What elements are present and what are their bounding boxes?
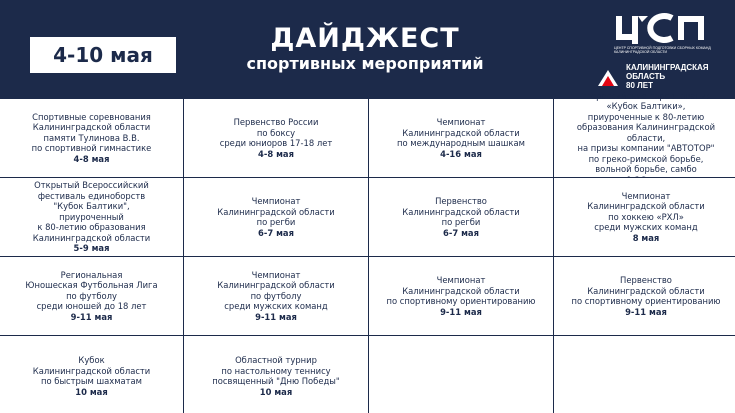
event-date: 10 мая <box>259 386 293 397</box>
event-card <box>184 257 368 335</box>
event-title: Первенство России по боксу среди юниоров 17-18 лет <box>219 117 333 148</box>
region-80-logo <box>596 62 726 92</box>
region-text-line-1: КАЛИНИНГРАДСКАЯ <box>626 63 709 72</box>
page-subtitle: спортивных мероприятий <box>246 54 484 73</box>
events-grid <box>0 90 735 413</box>
event-card <box>369 257 553 335</box>
event-date: 4-8 мая <box>73 153 110 164</box>
event-card <box>554 178 735 256</box>
csp-logo-caption: ЦЕНТР СПОРТИВНОЙ ПОДГОТОВКИ СБОРНЫХ КОМАНД КАЛИНИНГРАДСКОЙ ОБЛАСТИ <box>614 46 711 54</box>
event-card <box>0 336 183 413</box>
region-text-line-2: ОБЛАСТЬ <box>626 72 666 81</box>
event-title: Открытый Всероссийский фестиваль единоборств "Кубок Балтики", приуроченный к 80-летию образования Калининградской области <box>32 180 151 243</box>
event-card <box>184 336 368 413</box>
event-date: 6-7 мая <box>258 227 294 238</box>
page-title: ДАЙДЖЕСТ <box>270 23 460 54</box>
event-title: Всероссийские соревнования «Кубок Балтики», приуроченные к 80-летию образования Калининградской области, на призы компании "АВТОТОР" по греко-римской борьбе, вольной борьбе, самбо <box>576 90 716 175</box>
event-title: Первенство Калининградской области по регби <box>402 196 520 227</box>
event-card <box>369 178 553 256</box>
event-card <box>369 99 553 177</box>
event-date: 4-16 мая <box>440 148 482 159</box>
event-title: Чемпионат Калининградской области по спортивному ориентированию <box>386 275 536 306</box>
event-card <box>0 99 183 177</box>
event-date: 9-11 мая <box>625 306 667 317</box>
event-date: 5-9 мая <box>73 243 110 254</box>
event-title: Чемпионат Калининградской области по регби <box>217 196 335 227</box>
event-title: Чемпионат Калининградской области по международным шашкам <box>397 117 525 148</box>
event-title: Чемпионат Калининградской области по футболу среди мужских команд <box>217 269 335 312</box>
header <box>0 0 735 99</box>
date-range-text: 4-10 мая <box>53 43 153 67</box>
event-date: 4-8 мая <box>258 148 294 159</box>
event-card <box>554 257 735 335</box>
event-date: 9-11 мая <box>255 311 297 322</box>
event-title: Спортивные соревнования Калининградской области памяти Тулинова В.В. по спортивной гимнастике <box>31 111 152 154</box>
region-text-line-3: 80 ЛЕТ <box>626 81 653 90</box>
digest-title-block <box>190 24 540 74</box>
event-date: 6-7 мая <box>443 227 479 238</box>
region-80-text <box>626 63 709 90</box>
event-title: Областной турнир по настольному теннису посвященный "Дню Победы" <box>212 355 340 386</box>
region-emblem-icon <box>596 64 620 88</box>
event-card <box>184 178 368 256</box>
event-date: 9-11 мая <box>440 306 482 317</box>
event-date: 8 мая <box>632 232 660 243</box>
empty-card <box>369 336 553 413</box>
event-date: 9-11 мая <box>70 311 113 322</box>
event-title: Региональная Юношеская Футбольная Лига по футболу среди юношей до 18 лет <box>25 269 158 312</box>
empty-card <box>554 336 735 413</box>
date-range-badge <box>30 37 176 73</box>
event-date: 10 мая <box>75 386 108 397</box>
event-card <box>184 99 368 177</box>
event-title: Первенство Калининградской области по спортивному ориентированию <box>571 275 721 306</box>
event-title: Чемпионат Калининградской области по хоккею «РХЛ» среди мужских команд <box>587 190 705 233</box>
event-card <box>0 257 183 335</box>
event-card <box>0 178 183 256</box>
event-card <box>554 90 735 177</box>
event-title: Кубок Калининградской области по быстрым шахматам <box>32 355 151 386</box>
